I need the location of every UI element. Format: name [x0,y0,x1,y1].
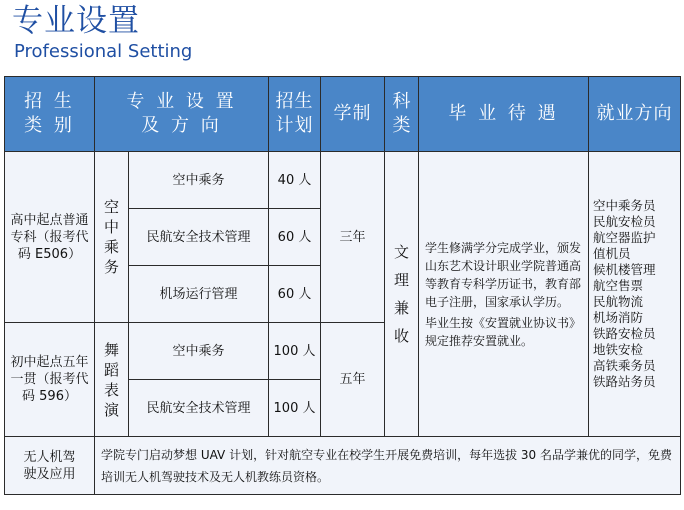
duration-cell: 五年 [321,323,385,437]
plan-cell: 60 人 [269,209,321,266]
treatment-text-2: 毕业生按《安置就业协议书》规定推荐安置就业。 [425,315,582,348]
header-plan: 招生 计划 [269,77,321,152]
employment-item: 高铁乘务员 [593,358,656,373]
employment-item: 空中乘务员 [593,198,656,213]
major-label: 空中乘务 [103,198,119,276]
employment-item: 航空售票 [593,278,644,293]
discipline-label: 文理兼收 [394,243,410,345]
employment-item: 铁路安检员 [593,326,656,341]
table-row [5,152,681,209]
direction-cell: 空中乘务 [129,152,269,209]
direction-cell: 民航安全技术管理 [129,209,269,266]
employment-cell [589,152,681,437]
direction-cell: 空中乘务 [129,323,269,380]
major-label: 舞蹈表演 [103,340,119,419]
page-subtitle: Professional Setting [14,41,193,62]
category-cell: 高中起点普通 专科（报考代 码 E506） [5,152,95,323]
employment-item: 航空器监护 [593,230,656,245]
employment-item: 值机员 [593,246,631,261]
plan-cell: 100 人 [269,380,321,437]
header-treatment: 毕 业 待 遇 [419,77,589,152]
direction-cell: 民航安全技术管理 [129,380,269,437]
header-category: 招 生 类 别 [5,77,95,152]
header-discipline: 科 类 [385,77,419,152]
treatment-cell [419,152,589,437]
category-cell: 初中起点五年 一贯（报考代 码 596） [5,323,95,437]
major-cell [95,152,129,323]
discipline-cell [385,152,419,437]
employment-item: 候机楼管理 [593,262,656,277]
employment-item: 地铁安检 [593,342,644,357]
duration-cell: 三年 [321,152,385,323]
treatment-text-1: 学生修满学分完成学业，颁发山东艺术设计职业学院普通高等教育专科学历证书，教育部电子注册，国家承认学历。 [425,240,582,309]
major-cell [95,323,129,437]
table-row [5,437,681,495]
specialty-table [4,76,681,495]
header-employment: 就业方向 [589,77,681,152]
plan-cell: 100 人 [269,323,321,380]
plan-cell: 60 人 [269,266,321,323]
employment-item: 机场消防 [593,310,644,325]
uav-description: 学院专门启动梦想 UAV 计划，针对航空专业在校学生开展免费培训，每年选拔 30 名品学兼优的同学，免费培训无人机驾驶技术及无人机教练员资格。 [95,437,681,495]
direction-cell: 机场运行管理 [129,266,269,323]
employment-item: 铁路站务员 [593,374,656,389]
employment-item: 民航物流 [593,294,644,309]
uav-category-cell: 无人机驾 驶及应用 [5,437,95,495]
header-major: 专 业 设 置 及 方 向 [95,77,269,152]
page-title: 专业设置 [12,3,140,39]
header-row [5,77,681,152]
header-duration: 学制 [321,77,385,152]
employment-item: 民航安检员 [593,214,656,229]
plan-cell: 40 人 [269,152,321,209]
